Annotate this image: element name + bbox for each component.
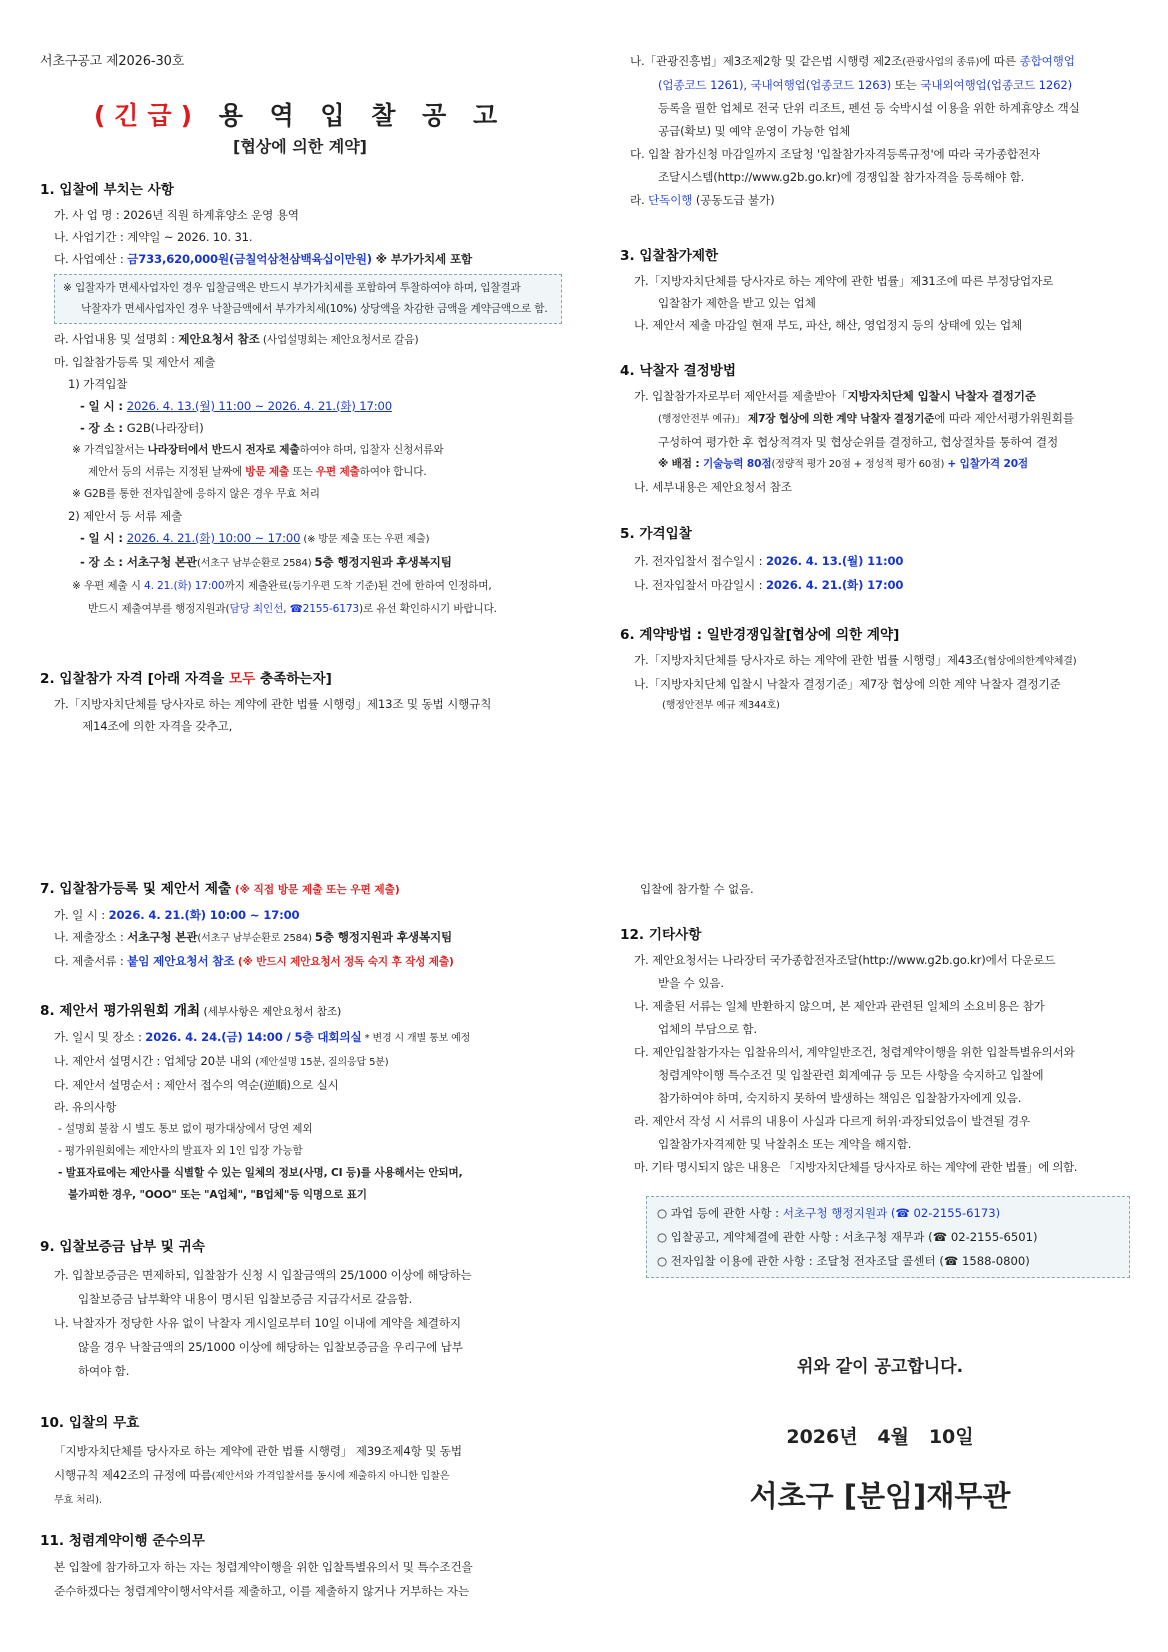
- misc-b-line2: 업체의 부담으로 함.: [658, 1022, 758, 1036]
- section-8-heading: 8. 제안서 평가위원회 개최 (세부사항은 제안요청서 참조): [40, 1003, 342, 1019]
- item-period: 나. 사업기간 : 계약일 ~ 2026. 10. 31.: [54, 230, 253, 244]
- misc-b-line1: 나. 제출된 서류는 일체 반환하지 않으며, 본 제안과 관련된 일체의 소요비용은 참가: [634, 999, 1045, 1013]
- section-11: [40, 1530, 560, 1603]
- item-budget: 다. 사업예산 : 금733,620,000원(금칠억삼천삼백육십이만원) ※ 부가가치세 포함: [54, 252, 473, 266]
- submit-docs: 다. 제출서류 : 붙임 제안요청서 참조 (※ 반드시 제안요청서 정독 숙지 후 작성 제출): [54, 954, 454, 968]
- contact-box: [646, 1196, 1130, 1278]
- doc-submit-note1: ※ 우편 제출 시 4. 21.(화) 17:00까지 제출완료(등기우편 도착 기준)된 건에 한하여 인정하며,: [72, 580, 492, 592]
- item-registration: 마. 입찰참가등록 및 제안서 제출: [54, 355, 216, 369]
- section-3: [620, 245, 1130, 336]
- award-b: 나. 세부내용은 제안요청서 참조: [634, 480, 792, 494]
- invalid-line1: 「지방자치단체를 당사자로 하는 계약에 관한 법률 시행령」 제39조제4항 및 동법: [54, 1444, 462, 1458]
- qualification-b-line3: 등록을 필한 업체로 전국 단위 리조트, 펜션 등 숙박시설 이용을 위한 하계휴양소 객실: [658, 101, 1080, 115]
- section-11-heading: 11. 청렴계약이행 준수의무: [40, 1533, 205, 1549]
- item-content: 라. 사업내용 및 설명회 : 제안요청서 참조 (사업설명회는 제안요청서로 갈음): [54, 332, 419, 346]
- section-10-heading: 10. 입찰의 무효: [40, 1415, 140, 1431]
- invalid-line3: 무효 처리).: [54, 1495, 102, 1506]
- qualification-b-line2: (업종코드 1261), 국내여행업(업종코드 1263) 또는 국내외여행업(업종코드 1262): [658, 78, 1072, 92]
- restriction-b: 나. 제안서 제출 마감일 현재 부도, 파산, 해산, 영업정지 등의 상태에 있는 업체: [634, 318, 1023, 332]
- section-12: [620, 924, 1130, 1179]
- qualification-c-line2: 조달시스템(http://www.g2b.go.kr)에 경쟁입찰 참가자격을 등록해야 함.: [658, 170, 1025, 184]
- submit-date: 가. 일 시 : 2026. 4. 21.(화) 10:00 ~ 17:00: [54, 908, 300, 922]
- misc-c-line2: 청렴계약이행 특수조건 및 입찰관련 회계예규 등 모든 사항을 숙지하고 입찰에: [658, 1068, 1044, 1082]
- eval-order: 다. 제안서 설명순서 : 제안서 접수의 역순(逆順)으로 실시: [54, 1078, 339, 1092]
- eval-date-place: 가. 일시 및 장소 : 2026. 4. 24.(금) 14:00 / 5층 대회의실 * 변경 시 개별 통보 예정: [54, 1030, 471, 1044]
- misc-a-line1: 가. 제안요청서는 나라장터 국가종합전자조달(http://www.g2b.go.kr)에서 다운로드: [634, 953, 1056, 967]
- section-10: [40, 1412, 560, 1513]
- contact-task: ○ 과업 등에 관한 사항 : 서초구청 행정지원과 (☎ 02-2155-6173): [657, 1206, 1001, 1220]
- contact-bidding: ○ 입찰공고, 계약체결에 관한 사항 : 서초구청 재무과 (☎ 02-2155-6501): [657, 1230, 1038, 1244]
- title-text: 용 역 입 찰 공 고: [201, 101, 507, 130]
- section-7-heading: 7. 입찰참가등록 및 제안서 제출 (※ 직접 방문 제출 또는 우편 제출): [40, 881, 400, 897]
- integrity-line1: 본 입찰에 참가하고자 하는 자는 청렴계약이행을 위한 입찰특별유의서 및 특수조건을: [54, 1560, 473, 1574]
- section-3-heading: 3. 입찰참가제한: [620, 248, 719, 264]
- page-title: [40, 96, 560, 132]
- section-6-heading: 6. 계약방법 : 일반경쟁입찰[협상에 의한 계약]: [620, 627, 900, 643]
- section-2-heading: 2. 입찰참가 자격 [아래 자격을 모두 충족하는자]: [40, 671, 332, 687]
- doc-submit-date: - 일 시 : 2026. 4. 21.(화) 10:00 ~ 17:00 (※ 방문 제출 또는 우편 제출): [80, 531, 430, 545]
- price-bid-note1: ※ 가격입찰서는 나라장터에서 반드시 전자로 제출하여야 하며, 입찰자 신청서류와: [72, 444, 444, 456]
- section-1: [40, 179, 560, 620]
- misc-c-line3: 참가하여야 하며, 숙지하지 못하여 발생하는 책임은 입찰참가자에게 있음.: [658, 1091, 1022, 1105]
- signer: 서초구 [분임]재무관: [749, 1479, 1011, 1513]
- qualification-a-line1: 가.「지방자치단체를 당사자로 하는 계약에 관한 법률 시행령」제13조 및 동법 시행규칙: [54, 697, 492, 711]
- section-9-heading: 9. 입찰보증금 납부 및 귀속: [40, 1239, 205, 1255]
- award-a-line2: (행정안전부 예규)」 제7장 협상에 의한 계약 낙찰자 결정기준에 따라 제안서평가위원회를: [658, 411, 1074, 425]
- integrity-line3: 입찰에 참가할 수 없음.: [640, 882, 754, 896]
- award-a-line3: 구성하여 평가한 후 협상적격자 및 협상순위를 결정하고, 협상절차를 통하여 결정: [658, 435, 1058, 449]
- restriction-a-line1: 가.「지방자치단체를 당사자로 하는 계약에 관한 법률」제31조에 따른 부정당업자로: [634, 274, 1054, 288]
- qualification-b-line1: 나.「관광진흥법」제3조제2항 및 같은법 시행령 제2조(관광사업의 종류)에 따른 종합여행업: [630, 54, 1075, 68]
- price-bid-place: - 장 소 : G2B(나라장터): [80, 421, 204, 435]
- price-bid-note3: ※ G2B를 통한 전자입찰에 응하지 않은 경우 무효 처리: [72, 488, 320, 500]
- notice-number: 서초구공고 제2026-30호: [40, 54, 185, 69]
- deposit-a-line1: 가. 입찰보증금은 면제하되, 입찰참가 신청 시 입찰금액의 25/1000 이상에 해당하는: [54, 1268, 472, 1282]
- doc-submit-heading: 2) 제안서 등 서류 제출: [68, 509, 183, 523]
- misc-d-line1: 라. 제안서 작성 시 서류의 내용이 사실과 다르게 허위·과장되었음이 발견될 경우: [634, 1114, 1031, 1128]
- tax-notice-line1: ※ 입찰자가 면세사업자인 경우 입찰금액은 반드시 부가가치세를 포함하여 투찰하여야 하며, 입찰결과: [63, 282, 521, 294]
- section-6: [620, 624, 1130, 717]
- price-bid-close: 나. 전자입찰서 마감일시 : 2026. 4. 21.(화) 17:00: [634, 578, 904, 592]
- tax-notice-box: [54, 274, 562, 324]
- eval-time: 나. 제안서 설명시간 : 업체당 20분 내외 (제안설명 15분, 질의응답 5분): [54, 1054, 389, 1068]
- doc-submit-place: - 장 소 : 서초구청 본관(서초구 남부순환로 2584) 5층 행정지원과 후생복지팀: [80, 555, 452, 569]
- restriction-a-line2: 입찰참가 제한을 받고 있는 업체: [658, 296, 816, 310]
- section-5: [620, 523, 1130, 597]
- price-bid-date: - 일 시 : 2026. 4. 13.(월) 11:00 ~ 2026. 4. 21.(화) 17:00: [80, 399, 392, 413]
- price-bid-note2: 제안서 등의 서류는 지정된 날짜에 방문 제출 또는 우편 제출하여야 합니다.: [88, 466, 427, 478]
- misc-c-line1: 다. 제안입찰참가자는 입찰유의서, 계약일반조건, 청렴계약이행을 위한 입찰특별유의서와: [634, 1045, 1075, 1059]
- item-project-name: 가. 사 업 명 : 2026년 직원 하계휴양소 운영 용역: [54, 208, 299, 222]
- award-a-line1: 가. 입찰참가자로부터 제안서를 제출받아「지방자치단체 입찰시 낙찰자 결정기준: [634, 389, 1036, 403]
- section-5-heading: 5. 가격입찰: [620, 526, 692, 542]
- misc-e: 마. 기타 명시되지 않은 내용은 「지방자치단체를 당사자로 하는 계약에 관한 법률」에 의함.: [634, 1160, 1078, 1174]
- contract-b-line1: 나.「지방자치단체 입찰시 낙찰자 결정기준」제7장 협상에 의한 계약 낙찰자 결정기준: [634, 677, 1061, 691]
- invalid-line2: 시행규칙 제42조의 규정에 따름(제안서와 가격입찰서를 동시에 제출하지 아니한 입찰은: [54, 1468, 450, 1482]
- section-1-heading: 1. 입찰에 부치는 사항: [40, 182, 174, 198]
- qualification-c-line1: 다. 입찰 참가신청 마감일까지 조달청 '입찰참가자격등록규정'에 따라 국가종합전자: [630, 147, 1041, 161]
- section-2-continued: [630, 50, 1130, 212]
- eval-caution-3: - 발표자료에는 제안사를 식별할 수 있는 일체의 정보(사명, CI 등)를 사용해서는 안되며,: [58, 1167, 463, 1179]
- section-9: [40, 1236, 560, 1383]
- eval-caution-4: 불가피한 경우, "OOO" 또는 "A업체", "B업체"등 익명으로 표기: [68, 1189, 367, 1201]
- integrity-line2: 준수하겠다는 청렴계약이행서약서를 제출하고, 이를 제출하지 않거나 거부하는 자는: [54, 1584, 470, 1598]
- qualification-b-line4: 공급(확보) 및 예약 운영이 가능한 업체: [658, 124, 851, 138]
- misc-d-line2: 입찰참가자격제한 및 낙찰취소 또는 계약을 해지함.: [658, 1137, 912, 1151]
- section-4-heading: 4. 낙찰자 결정방법: [620, 363, 737, 379]
- contact-e-bidding: ○ 전자입찰 이용에 관한 사항 : 조달청 전자조달 콜센터 (☎ 1588-0800): [657, 1254, 1030, 1268]
- submit-place: 나. 제출장소 : 서초구청 본관(서초구 남부순환로 2584) 5층 행정지원과 후생복지팀: [54, 930, 453, 944]
- closing-statement: 위와 같이 공고합니다.: [796, 1357, 964, 1377]
- deposit-b-line1: 나. 낙찰자가 정당한 사유 없이 낙찰자 게시일로부터 10일 이내에 계약을 체결하지: [54, 1316, 461, 1330]
- tax-notice-line2: 낙찰자가 면세사업자인 경우 낙찰금액에서 부가가치세(10%) 상당액을 차감한 금액을 계약금액으로 함.: [81, 303, 548, 315]
- section-2: [40, 668, 560, 737]
- section-4: [620, 360, 1130, 498]
- eval-caution-2: - 평가위원회에는 제안사의 발표자 외 1인 입장 가능함: [58, 1145, 303, 1157]
- section-12-heading: 12. 기타사항: [620, 927, 702, 943]
- contract-b-line2: (행정안전부 예규 제344호): [662, 700, 780, 711]
- contract-a: 가.「지방자치단체를 당사자로 하는 계약에 관한 법률 시행령」제43조(협상에의한계약체결): [634, 653, 1077, 667]
- deposit-b-line3: 하여야 함.: [78, 1364, 130, 1378]
- misc-a-line2: 받을 수 있음.: [658, 976, 724, 990]
- eval-caution-1: - 설명회 불참 시 별도 통보 없이 평가대상에서 당연 제외: [58, 1123, 313, 1135]
- qualification-d: 라. 단독이행 (공동도급 불가): [630, 193, 775, 207]
- doc-submit-note2: 반드시 제출여부를 행정지원과(담당 최인선, ☎2155-6173)로 유선 확인하시기 바랍니다.: [88, 603, 497, 615]
- price-bid-heading: 1) 가격입찰: [68, 377, 128, 391]
- qualification-a-line2: 제14조에 의한 자격을 갖추고,: [82, 719, 233, 733]
- price-bid-open: 가. 전자입찰서 접수일시 : 2026. 4. 13.(월) 11:00: [634, 554, 904, 568]
- deposit-b-line2: 않을 경우 낙찰금액의 25/1000 이상에 해당하는 입찰보증금을 우리구에 납부: [78, 1340, 463, 1354]
- closing-date: 2026년 4월 10일: [786, 1426, 974, 1448]
- section-7: [40, 878, 560, 973]
- deposit-a-line2: 입찰보증금 납부확약 내용이 명시된 입찰보증금 지급각서로 갈음함.: [78, 1292, 413, 1306]
- eval-caution-heading: 라. 유의사항: [54, 1100, 117, 1114]
- page-subtitle: [협상에 의한 계약]: [233, 137, 367, 156]
- award-score-note: ※ 배점 : 기술능력 80점(정량적 평가 20점 + 정성적 평가 60점) + 입찰가격 20점: [658, 458, 1029, 470]
- section-8: [40, 1000, 560, 1206]
- urgent-tag: (긴급): [93, 101, 202, 130]
